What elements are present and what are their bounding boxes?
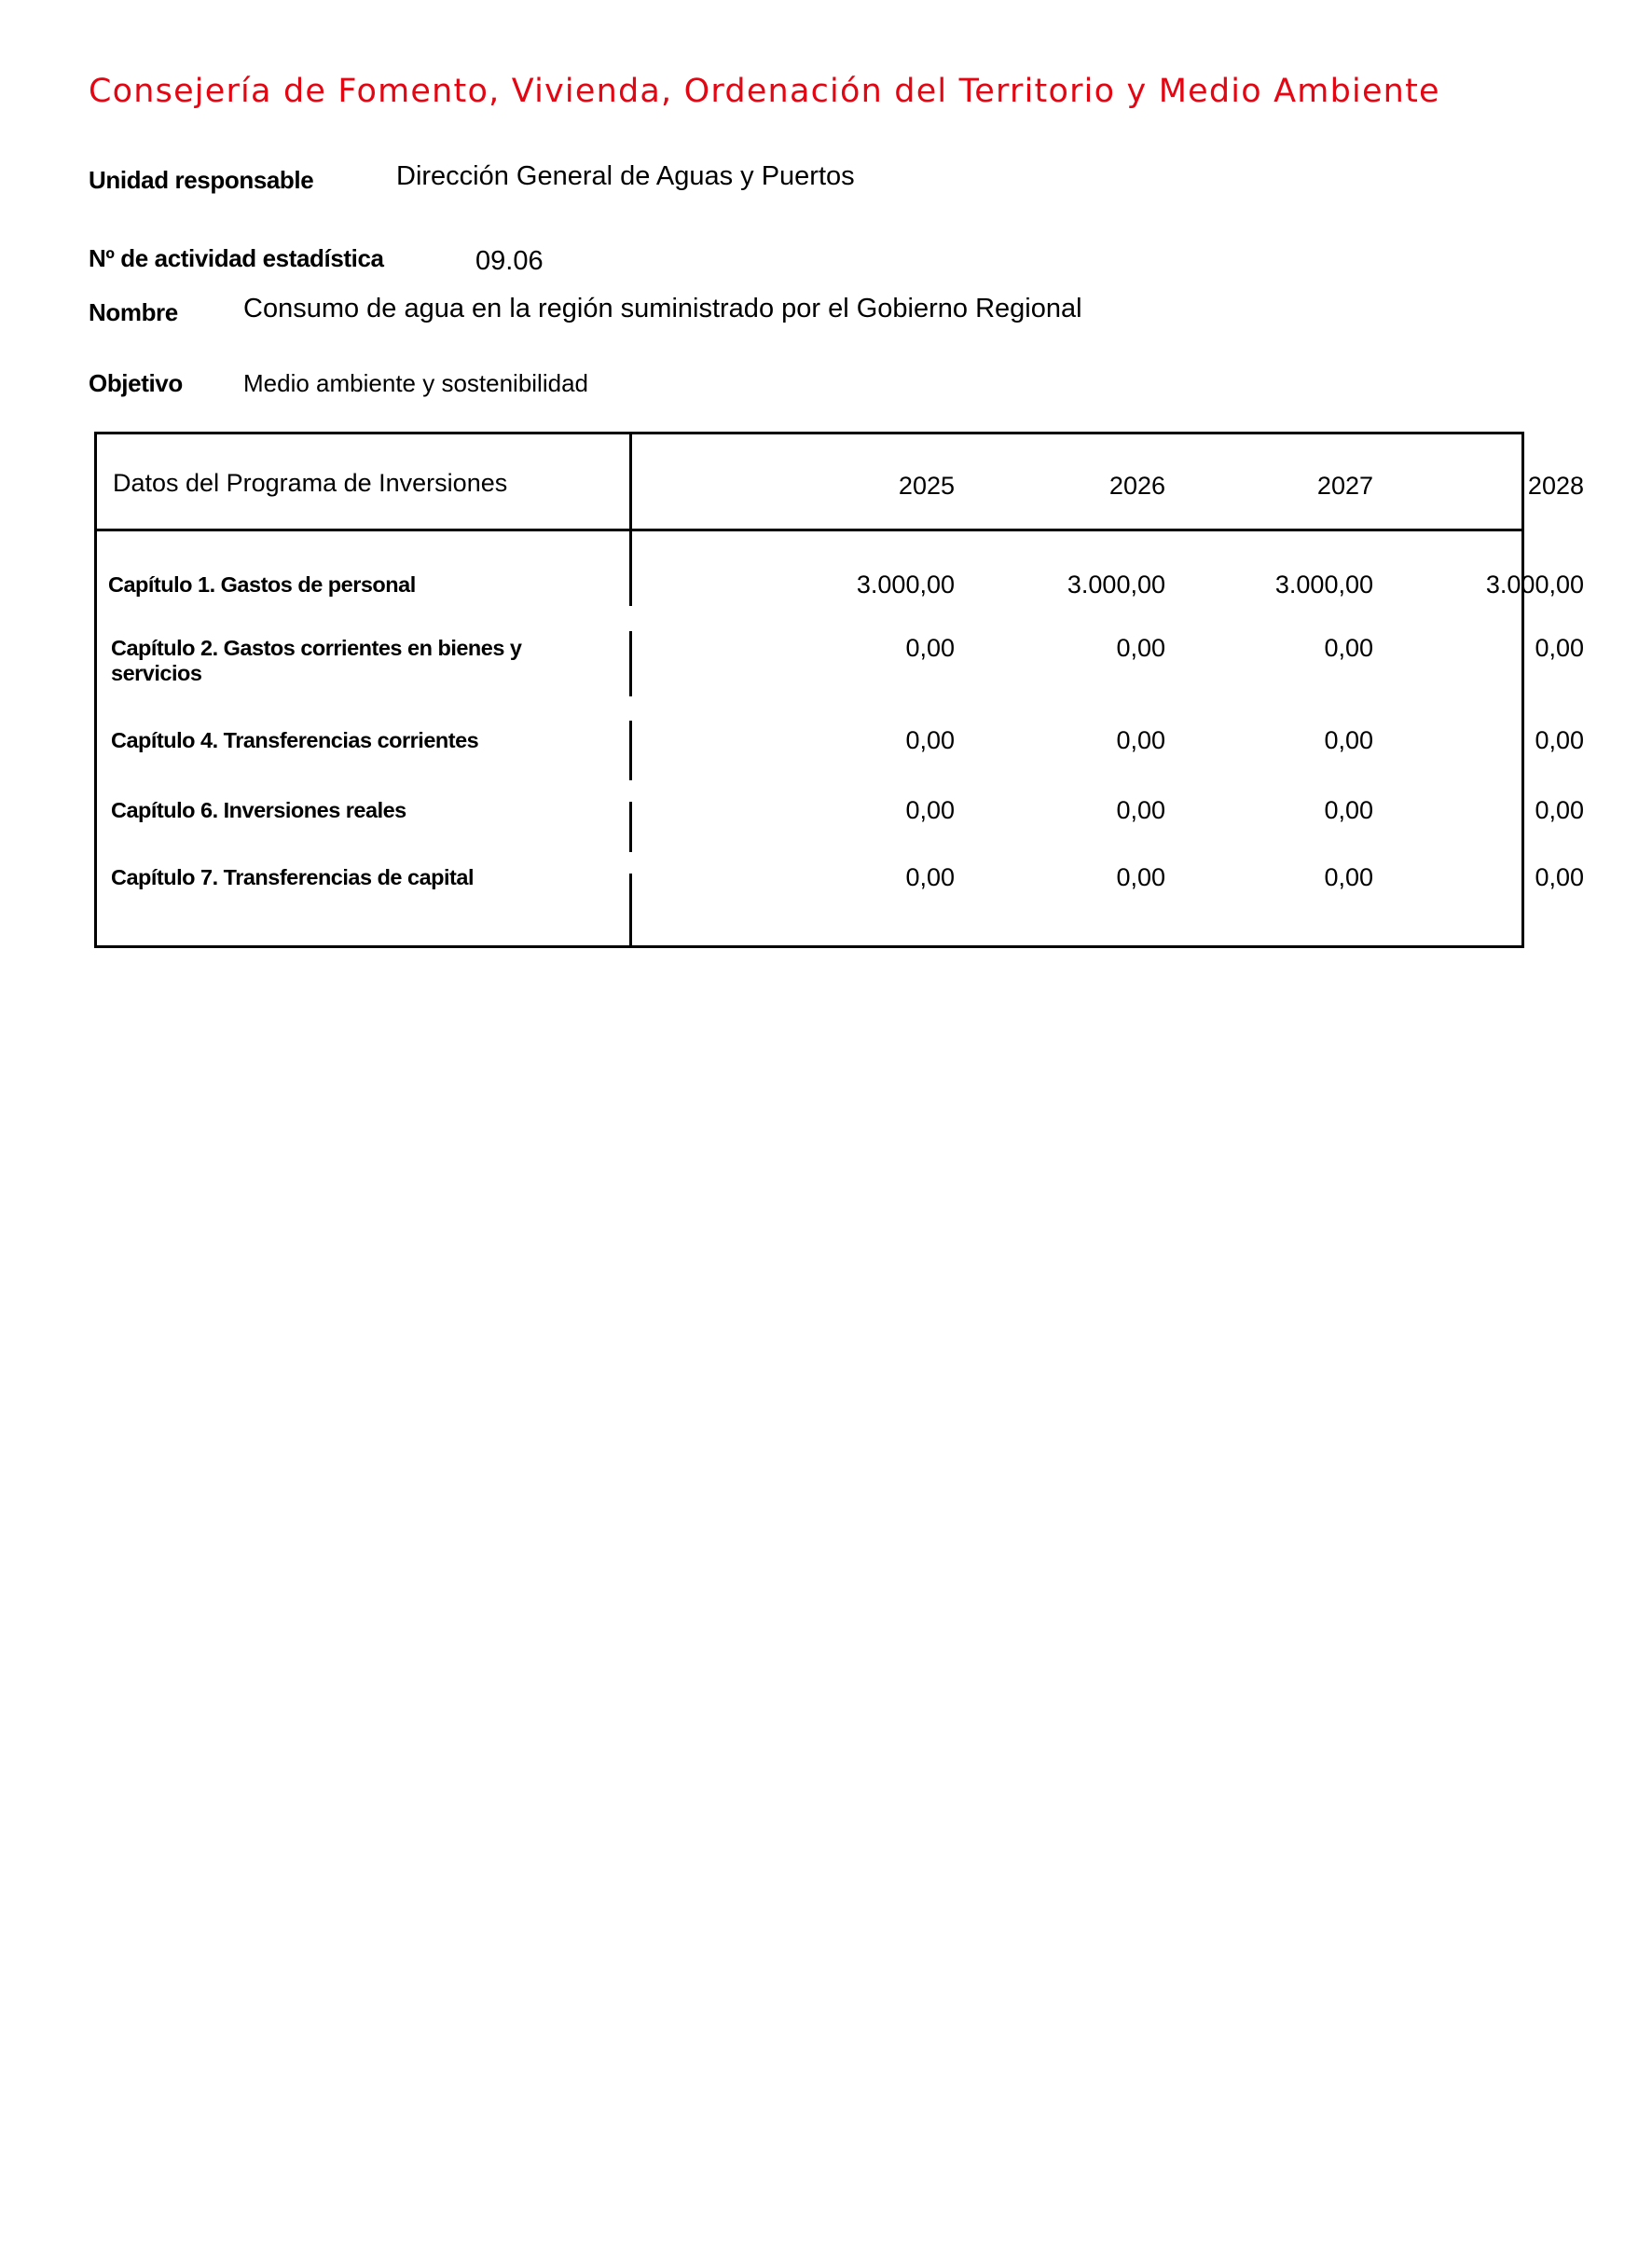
column-divider xyxy=(629,631,632,696)
table-cell: 0,00 xyxy=(1116,796,1165,824)
table-cell: 3.000,00 xyxy=(856,571,955,599)
table-cell: 3.000,00 xyxy=(1274,571,1373,599)
nombre-label: Nombre xyxy=(89,298,178,326)
column-divider xyxy=(629,434,632,529)
table-cell: 0,00 xyxy=(1116,863,1165,891)
table-row-label: Capítulo 4. Transferencias corrientes xyxy=(111,728,479,752)
table-cell: 0,00 xyxy=(905,796,955,824)
year-header: 2025 xyxy=(898,472,955,500)
unidad-label: Unidad responsable xyxy=(89,166,314,194)
table-cell: 0,00 xyxy=(1324,863,1373,891)
actividad-value: 09.06 xyxy=(475,246,544,276)
year-header: 2028 xyxy=(1527,472,1584,500)
table-cell: 0,00 xyxy=(1324,796,1373,824)
table-cell: 0,00 xyxy=(1535,796,1584,824)
actividad-label: Nº de actividad estadística xyxy=(89,244,384,272)
table-cell: 0,00 xyxy=(905,863,955,891)
year-header: 2026 xyxy=(1108,472,1165,500)
objetivo-value: Medio ambiente y sostenibilidad xyxy=(243,369,588,397)
table-cell: 0,00 xyxy=(1324,634,1373,662)
table-cell: 0,00 xyxy=(1535,863,1584,891)
table-cell: 0,00 xyxy=(905,726,955,754)
objetivo-label: Objetivo xyxy=(89,369,183,397)
table-header-divider xyxy=(97,529,1521,531)
table-cell: 0,00 xyxy=(905,634,955,662)
table-cell: 0,00 xyxy=(1535,726,1584,754)
table-cell: 0,00 xyxy=(1116,726,1165,754)
unidad-value: Dirección General de Aguas y Puertos xyxy=(396,161,855,191)
table-cell: 0,00 xyxy=(1324,726,1373,754)
table-row-label: Capítulo 1. Gastos de personal xyxy=(108,572,416,597)
column-divider xyxy=(629,874,632,948)
table-cell: 3.000,00 xyxy=(1485,571,1584,599)
table-cell: 0,00 xyxy=(1116,634,1165,662)
table-cell: 0,00 xyxy=(1535,634,1584,662)
column-divider xyxy=(629,721,632,780)
table-row-label: Capítulo 2. Gastos corrientes en bienes y xyxy=(111,636,522,660)
column-divider xyxy=(629,531,632,606)
table-header-label: Datos del Programa de Inversiones xyxy=(113,469,508,497)
nombre-value: Consumo de agua en la región suministrado por el Gobierno Regional xyxy=(243,294,1082,323)
table-row-label: Capítulo 6. Inversiones reales xyxy=(111,798,406,822)
table-row-label-continued: servicios xyxy=(111,661,202,685)
investment-table xyxy=(94,432,1584,948)
column-divider xyxy=(629,802,632,852)
year-header: 2027 xyxy=(1316,472,1373,500)
department-title: Consejería de Fomento, Vivienda, Ordenación del Territorio y Medio Ambiente xyxy=(89,73,1440,110)
table-cell: 3.000,00 xyxy=(1067,571,1165,599)
table-row-label: Capítulo 7. Transferencias de capital xyxy=(111,865,474,889)
